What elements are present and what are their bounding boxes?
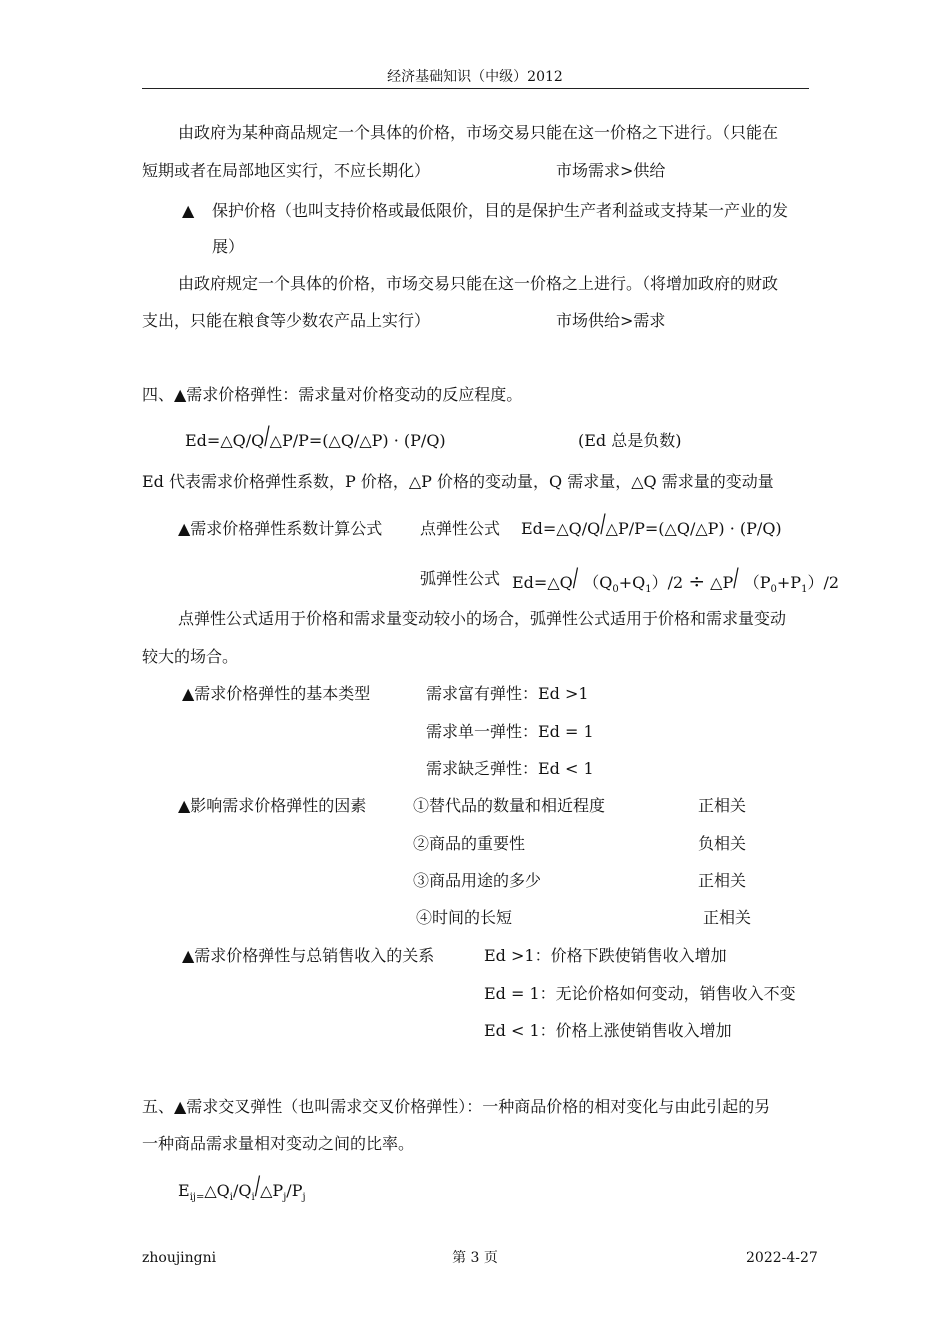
- point-elasticity-formula: Ed=△Q/Q/△P/P=(△Q/△P) · (P/Q): [521, 508, 782, 539]
- paragraph-line: 较大的场合。: [142, 647, 239, 666]
- revenue-item: Ed < 1：价格上涨使销售收入增加: [484, 1021, 732, 1040]
- paragraph-line: 支出，只能在粮食等少数农产品上实行）: [142, 311, 431, 330]
- paragraph-note: 市场供给>需求: [556, 311, 666, 330]
- paragraph-note: 市场需求>供给: [556, 161, 666, 180]
- revenue-item: Ed = 1：无论价格如何变动，销售收入不变: [484, 984, 796, 1003]
- factor-item: ②商品的重要性: [413, 834, 526, 853]
- section-title: 五、▲需求交叉弹性（也叫需求交叉价格弹性）：一种商品价格的相对变化与由此引起的另: [142, 1097, 771, 1116]
- point-elasticity-label: 点弹性公式: [420, 519, 501, 538]
- footer-date: 2022-4-27: [746, 1250, 818, 1266]
- elasticity-formula: Ed=△Q/Q/△P/P=(△Q/△P) · (P/Q): [185, 420, 446, 451]
- footer-page-number: 第 3 页: [452, 1250, 498, 1266]
- factor-relation: 负相关: [698, 834, 747, 853]
- footer-author: zhoujingni: [142, 1250, 217, 1266]
- paragraph-line: 保护价格（也叫支持价格或最低限价，目的是保护生产者利益或支持某一产业的发: [212, 201, 789, 220]
- factor-item: ①替代品的数量和相近程度: [413, 796, 606, 815]
- revenue-label: ▲需求价格弹性与总销售收入的关系: [182, 946, 435, 965]
- bullet-triangle: ▲: [182, 201, 195, 220]
- section-title: 四、▲需求价格弹性：需求量对价格变动的反应程度。: [142, 385, 523, 404]
- paragraph-line: 由政府为某种商品规定一个具体的价格，市场交易只能在这一价格之下进行。（只能在: [178, 123, 779, 142]
- paragraph-line: 由政府规定一个具体的价格，市场交易只能在这一价格之上进行。（将增加政府的财政: [178, 274, 779, 293]
- arc-elasticity-label: 弧弹性公式: [420, 569, 501, 588]
- type-item: 需求缺乏弹性：Ed < 1: [426, 759, 594, 778]
- explanation-line: Ed 代表需求价格弹性系数，P 价格，△P 价格的变动量，Q 需求量，△Q 需求量的变动量: [142, 472, 774, 491]
- fraction-slash: /: [600, 508, 606, 539]
- factor-relation: 正相关: [698, 796, 747, 815]
- types-label: ▲需求价格弹性的基本类型: [182, 684, 371, 703]
- paragraph-line: 点弹性公式适用于价格和需求量变动较小的场合，弧弹性公式适用于价格和需求量变动: [178, 609, 787, 628]
- section-title-cont: 一种商品需求量相对变动之间的比率。: [142, 1134, 415, 1153]
- factor-item: ③商品用途的多少: [413, 871, 542, 890]
- factor-item: ④时间的长短: [416, 908, 513, 927]
- paragraph-line: 短期或者在局部地区实行，不应长期化）: [142, 161, 431, 180]
- formula-note: (Ed 总是负数): [578, 431, 682, 450]
- cross-elasticity-formula: $E_{ij=}\triangle Q_i/Q_i/\triangle P_j/P_j$: [178, 1170, 306, 1203]
- factor-relation: 正相关: [703, 908, 752, 927]
- fraction-slash: /: [733, 562, 739, 593]
- type-item: 需求富有弹性：Ed >1: [426, 684, 589, 703]
- type-item: 需求单一弹性：Ed = 1: [426, 722, 594, 741]
- factor-relation: 正相关: [698, 871, 747, 890]
- arc-elasticity-formula: Ed=△Q/ $(Q_0+Q_1)/2$ ÷ △P/ $(P_0+P_1)/2$: [512, 562, 840, 595]
- revenue-item: Ed >1：价格下跌使销售收入增加: [484, 946, 727, 965]
- factors-label: ▲影响需求价格弹性的因素: [178, 796, 367, 815]
- divide-sign: ÷: [688, 569, 706, 593]
- fraction-slash: /: [572, 562, 579, 593]
- header-rule: [142, 88, 809, 89]
- fraction-slash: /: [254, 1170, 261, 1201]
- paragraph-line: 展）: [212, 237, 245, 256]
- calc-formula-label: ▲需求价格弹性系数计算公式: [178, 519, 383, 538]
- page-header-title: 经济基础知识（中级）2012: [387, 69, 563, 85]
- fraction-slash: /: [264, 420, 270, 451]
